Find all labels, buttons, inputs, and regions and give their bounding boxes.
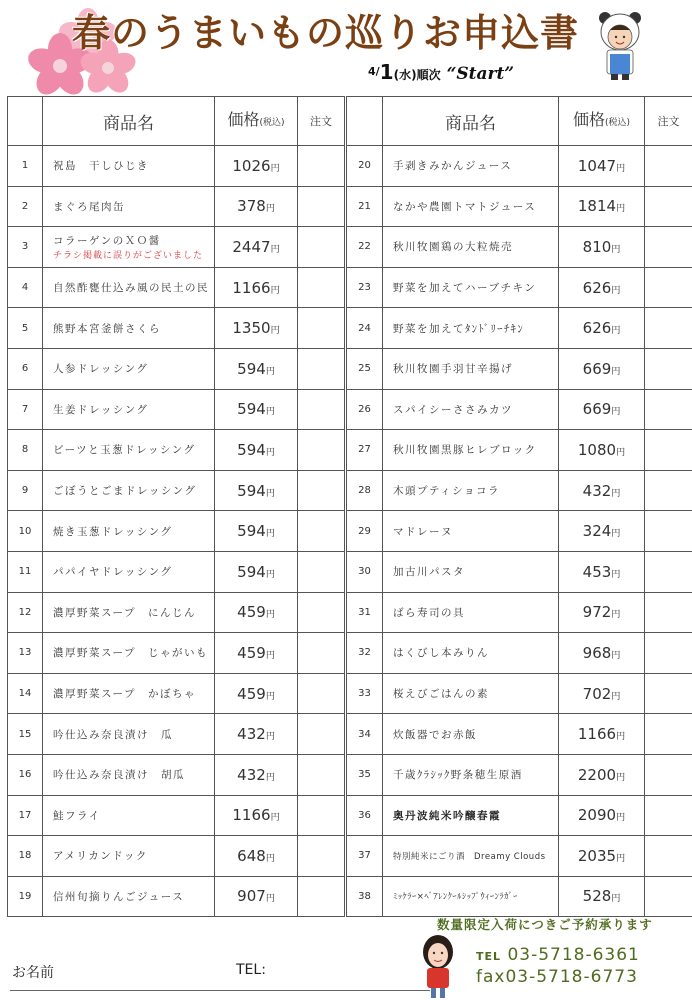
yen-unit: 円: [611, 894, 621, 905]
item-name: 野菜を加えてﾀﾝﾄﾞﾘｰﾁｷﾝ: [383, 308, 559, 349]
start-date: $^{4/}$1(水)順次 “Start”: [368, 60, 515, 84]
order-quantity-cell[interactable]: [645, 146, 692, 187]
table-row: [347, 633, 692, 674]
item-price: 459円: [215, 633, 298, 674]
table-row: [347, 714, 692, 755]
item-name: 桜えびごはんの素: [383, 673, 559, 714]
table-row: [347, 146, 692, 187]
header: [0, 0, 692, 96]
yen-unit: 円: [611, 326, 621, 337]
error-note: チラシ掲載に誤りがございました: [53, 250, 204, 261]
item-number: 34: [347, 714, 383, 755]
item-price: 2090円: [559, 795, 645, 836]
yen-unit: 円: [616, 813, 626, 824]
order-quantity-cell[interactable]: [645, 754, 692, 795]
item-price: 594円: [215, 511, 298, 552]
order-quantity-cell[interactable]: [298, 592, 345, 633]
item-price: 324円: [559, 511, 645, 552]
item-price: 1166円: [215, 795, 298, 836]
item-name: まぐろ尾肉缶: [43, 186, 215, 227]
yen-unit: 円: [611, 244, 621, 255]
yen-unit: 円: [611, 569, 621, 580]
item-price: 1350円: [215, 308, 298, 349]
order-quantity-cell[interactable]: [645, 511, 692, 552]
order-quantity-cell[interactable]: [298, 633, 345, 674]
order-quantity-cell[interactable]: [298, 267, 345, 308]
item-number: 35: [347, 754, 383, 795]
yen-unit: 円: [265, 691, 275, 702]
item-number: 2: [8, 186, 43, 227]
yen-unit: 円: [265, 529, 275, 540]
item-name: ごぼうとごまドレッシング: [43, 470, 215, 511]
yen-unit: 円: [616, 732, 626, 743]
order-quantity-cell[interactable]: [298, 348, 345, 389]
item-number: 7: [8, 389, 43, 430]
item-number: 38: [347, 876, 383, 917]
item-price: 594円: [215, 389, 298, 430]
header-number: [347, 97, 383, 146]
yen-unit: 円: [270, 813, 280, 824]
item-number: 15: [8, 714, 43, 755]
item-name: 加古川パスタ: [383, 551, 559, 592]
table-row: [8, 754, 345, 795]
table-row: [8, 795, 345, 836]
table-row: [347, 673, 692, 714]
table-row: [347, 876, 692, 917]
item-number: 4: [8, 267, 43, 308]
item-number: 16: [8, 754, 43, 795]
item-name: なかや農園トマトジュース: [383, 186, 559, 227]
yen-unit: 円: [270, 285, 280, 296]
item-name: 秋川牧園黒豚ヒレブロック: [383, 430, 559, 471]
order-quantity-cell[interactable]: [298, 511, 345, 552]
order-quantity-cell[interactable]: [298, 876, 345, 917]
item-price: 453円: [559, 551, 645, 592]
item-name: 人参ドレッシング: [43, 348, 215, 389]
yen-unit: 円: [265, 772, 275, 783]
yen-unit: 円: [265, 366, 275, 377]
item-price: 669円: [559, 348, 645, 389]
item-number: 19: [8, 876, 43, 917]
table-row: [8, 430, 345, 471]
order-quantity-cell[interactable]: [645, 348, 692, 389]
panda-hood-mascot-icon: [597, 10, 643, 82]
product-table-left: [7, 96, 345, 917]
item-number: 36: [347, 795, 383, 836]
item-price: 432円: [215, 754, 298, 795]
yen-unit: 円: [270, 244, 280, 255]
table-row: [8, 836, 345, 877]
yen-unit: 円: [265, 732, 275, 743]
table-row: [8, 592, 345, 633]
item-name: 特別純米にごり酒 Dreamy Clouds: [383, 836, 559, 877]
item-price: 432円: [559, 470, 645, 511]
yen-unit: 円: [265, 650, 275, 661]
order-quantity-cell[interactable]: [298, 146, 345, 187]
item-name: はくびし本みりん: [383, 633, 559, 674]
item-number: 33: [347, 673, 383, 714]
yen-unit: 円: [616, 772, 626, 783]
item-name: 熊野本宮釜餅さくら: [43, 308, 215, 349]
table-row: [8, 673, 345, 714]
table-row: [347, 186, 692, 227]
header-product-name: 商品名: [43, 97, 215, 146]
item-name: 焼き玉葱ドレッシング: [43, 511, 215, 552]
yen-unit: 円: [616, 853, 626, 864]
table-row: [8, 633, 345, 674]
item-number: 30: [347, 551, 383, 592]
table-row: [347, 754, 692, 795]
table-row: [8, 186, 345, 227]
order-quantity-cell[interactable]: [645, 795, 692, 836]
table-row: [347, 511, 692, 552]
item-number: 1: [8, 146, 43, 187]
table-row: [347, 389, 692, 430]
contact-info: [476, 945, 640, 988]
table-row: [8, 267, 345, 308]
item-price: 378円: [215, 186, 298, 227]
item-price: 594円: [215, 551, 298, 592]
item-price: 459円: [215, 673, 298, 714]
item-number: 12: [8, 592, 43, 633]
item-number: 27: [347, 430, 383, 471]
header-number: [8, 97, 43, 146]
item-name: 自然酢甕仕込み風の民土の民: [43, 267, 215, 308]
item-name: 吟仕込み奈良漬け 胡瓜: [43, 754, 215, 795]
yen-unit: 円: [611, 610, 621, 621]
product-table-right: [346, 96, 692, 917]
order-quantity-cell[interactable]: [645, 633, 692, 674]
item-name: 生姜ドレッシング: [43, 389, 215, 430]
item-price: 626円: [559, 308, 645, 349]
item-number: 6: [8, 348, 43, 389]
order-quantity-cell[interactable]: [645, 551, 692, 592]
yen-unit: 円: [611, 366, 621, 377]
table-row: [8, 348, 345, 389]
item-price: 972円: [559, 592, 645, 633]
table-row: [347, 795, 692, 836]
yen-unit: 円: [611, 488, 621, 499]
item-number: 31: [347, 592, 383, 633]
header-price: 価格(税込): [559, 97, 645, 146]
item-number: 26: [347, 389, 383, 430]
item-number: 11: [8, 551, 43, 592]
item-number: 37: [347, 836, 383, 877]
item-name: 秋川牧園手羽甘辛揚げ: [383, 348, 559, 389]
table-row: [347, 592, 692, 633]
table-header-row: [347, 97, 692, 146]
item-name: 濃厚野菜スープ にんじん: [43, 592, 215, 633]
item-price: 459円: [215, 592, 298, 633]
item-name: アメリカンドック: [43, 836, 215, 877]
table-row: [347, 348, 692, 389]
order-quantity-cell[interactable]: [298, 754, 345, 795]
yen-unit: 円: [616, 163, 626, 174]
signature-line: [10, 990, 430, 991]
yen-unit: 円: [611, 691, 621, 702]
table-row: [347, 227, 692, 268]
item-price: 1166円: [215, 267, 298, 308]
order-quantity-cell[interactable]: [298, 470, 345, 511]
yen-unit: 円: [611, 529, 621, 540]
page-title: 春のうまいもの巡りお申込書: [72, 11, 580, 55]
item-name: 野菜を加えてハーブチキン: [383, 267, 559, 308]
order-quantity-cell[interactable]: [298, 430, 345, 471]
item-name: 濃厚野菜スープ じゃがいも: [43, 633, 215, 674]
item-price: 1026円: [215, 146, 298, 187]
item-number: 20: [347, 146, 383, 187]
item-number: 22: [347, 227, 383, 268]
item-number: 9: [8, 470, 43, 511]
yen-unit: 円: [265, 610, 275, 621]
item-name: ばら寿司の具: [383, 592, 559, 633]
item-number: 21: [347, 186, 383, 227]
yen-unit: 円: [265, 488, 275, 499]
order-quantity-cell[interactable]: [298, 389, 345, 430]
item-price: 968円: [559, 633, 645, 674]
order-quantity-cell[interactable]: [645, 470, 692, 511]
item-number: 32: [347, 633, 383, 674]
table-row: [8, 551, 345, 592]
order-quantity-cell[interactable]: [298, 673, 345, 714]
item-number: 17: [8, 795, 43, 836]
item-price: 2447円: [215, 227, 298, 268]
order-quantity-cell[interactable]: [645, 592, 692, 633]
item-name: マドレーヌ: [383, 511, 559, 552]
item-name: ビーツと玉葱ドレッシング: [43, 430, 215, 471]
item-number: 24: [347, 308, 383, 349]
item-number: 28: [347, 470, 383, 511]
item-name: 祝島 干しひじき: [43, 146, 215, 187]
order-quantity-cell[interactable]: [298, 714, 345, 755]
item-name: 手剥きみかんジュース: [383, 146, 559, 187]
order-quantity-cell[interactable]: [298, 551, 345, 592]
table-row: [347, 470, 692, 511]
item-price: 2035円: [559, 836, 645, 877]
item-number: 23: [347, 267, 383, 308]
item-name: 奥丹波純米吟醸春霞: [383, 795, 559, 836]
item-name: 炊飯器でお赤飯: [383, 714, 559, 755]
table-row: [8, 876, 345, 917]
header-order: 注文: [298, 97, 345, 146]
order-quantity-cell[interactable]: [298, 186, 345, 227]
item-price: 594円: [215, 348, 298, 389]
item-number: 5: [8, 308, 43, 349]
order-quantity-cell[interactable]: [645, 876, 692, 917]
yen-unit: 円: [265, 204, 275, 215]
item-name: パパイヤドレッシング: [43, 551, 215, 592]
header-product-name: 商品名: [383, 97, 559, 146]
order-quantity-cell[interactable]: [645, 430, 692, 471]
item-price: 1047円: [559, 146, 645, 187]
phone-number: TEL 03-5718-6361: [476, 945, 640, 965]
item-price: 594円: [215, 470, 298, 511]
item-name: 千歳ｸﾗｼｯｸ野条穂生原酒: [383, 754, 559, 795]
item-name: コラーゲンのＸＯ醤 チラシ掲載に誤りがございました: [43, 227, 215, 268]
limited-stock-notice: 数量限定入荷につきご予約承ります: [437, 917, 653, 932]
item-number: 8: [8, 430, 43, 471]
item-number: 13: [8, 633, 43, 674]
item-number: 3: [8, 227, 43, 268]
table-row: [347, 836, 692, 877]
table-row: [8, 308, 345, 349]
item-name: 鮭フライ: [43, 795, 215, 836]
item-price: 432円: [215, 714, 298, 755]
item-price: 1166円: [559, 714, 645, 755]
table-row: [8, 714, 345, 755]
table-row: [8, 227, 345, 268]
item-name: スパイシーささみカツ: [383, 389, 559, 430]
order-quantity-cell[interactable]: [298, 836, 345, 877]
customer-phone-field[interactable]: TEL:: [236, 962, 266, 978]
yen-unit: 円: [616, 204, 626, 215]
order-quantity-cell[interactable]: [645, 389, 692, 430]
order-quantity-cell[interactable]: [645, 186, 692, 227]
item-price: 810円: [559, 227, 645, 268]
order-quantity-cell[interactable]: [645, 267, 692, 308]
order-quantity-cell[interactable]: [298, 227, 345, 268]
order-quantity-cell[interactable]: [298, 308, 345, 349]
item-name: 秋川牧園鶏の大粒焼売: [383, 227, 559, 268]
item-name: 木頭プティショコラ: [383, 470, 559, 511]
table-row: [8, 389, 345, 430]
item-number: 29: [347, 511, 383, 552]
order-quantity-cell[interactable]: [645, 673, 692, 714]
yen-unit: 円: [265, 569, 275, 580]
item-price: 669円: [559, 389, 645, 430]
yen-unit: 円: [270, 326, 280, 337]
item-name: 濃厚野菜スープ かぼちゃ: [43, 673, 215, 714]
order-quantity-cell[interactable]: [645, 227, 692, 268]
item-price: 528円: [559, 876, 645, 917]
item-number: 18: [8, 836, 43, 877]
table-row: [347, 267, 692, 308]
item-price: 1814円: [559, 186, 645, 227]
order-quantity-cell[interactable]: [645, 714, 692, 755]
table-row: [347, 430, 692, 471]
yen-unit: 円: [611, 285, 621, 296]
order-quantity-cell[interactable]: [298, 795, 345, 836]
item-price: 702円: [559, 673, 645, 714]
yen-unit: 円: [611, 650, 621, 661]
item-price: 1080円: [559, 430, 645, 471]
item-name: ﾐｯｹﾗｰ×ﾍﾞｱﾚﾝｸｰﾙｼｯﾌﾟｳｨｰﾝﾗｶﾞｰ: [383, 876, 559, 917]
header-price: 価格(税込): [215, 97, 298, 146]
yen-unit: 円: [611, 407, 621, 418]
yen-unit: 円: [270, 163, 280, 174]
yen-unit: 円: [265, 447, 275, 458]
table-row: [8, 511, 345, 552]
yen-unit: 円: [265, 894, 275, 905]
order-quantity-cell[interactable]: [645, 308, 692, 349]
yen-unit: 円: [265, 407, 275, 418]
item-number: 14: [8, 673, 43, 714]
order-quantity-cell[interactable]: [645, 836, 692, 877]
fax-number: fax03-5718-6773: [476, 967, 638, 987]
item-price: 594円: [215, 430, 298, 471]
header-order: 注文: [645, 97, 692, 146]
item-price: 2200円: [559, 754, 645, 795]
table-row: [8, 470, 345, 511]
item-name: 吟仕込み奈良漬け 瓜: [43, 714, 215, 755]
item-number: 25: [347, 348, 383, 389]
customer-name-field[interactable]: お名前: [12, 965, 54, 981]
item-number: 10: [8, 511, 43, 552]
table-row: [8, 146, 345, 187]
table-row: [347, 551, 692, 592]
table-row: [347, 308, 692, 349]
item-name: 信州旬摘りんごジュース: [43, 876, 215, 917]
yen-unit: 円: [265, 853, 275, 864]
yen-unit: 円: [616, 447, 626, 458]
item-price: 626円: [559, 267, 645, 308]
table-header-row: [8, 97, 345, 146]
item-price: 648円: [215, 836, 298, 877]
item-price: 907円: [215, 876, 298, 917]
